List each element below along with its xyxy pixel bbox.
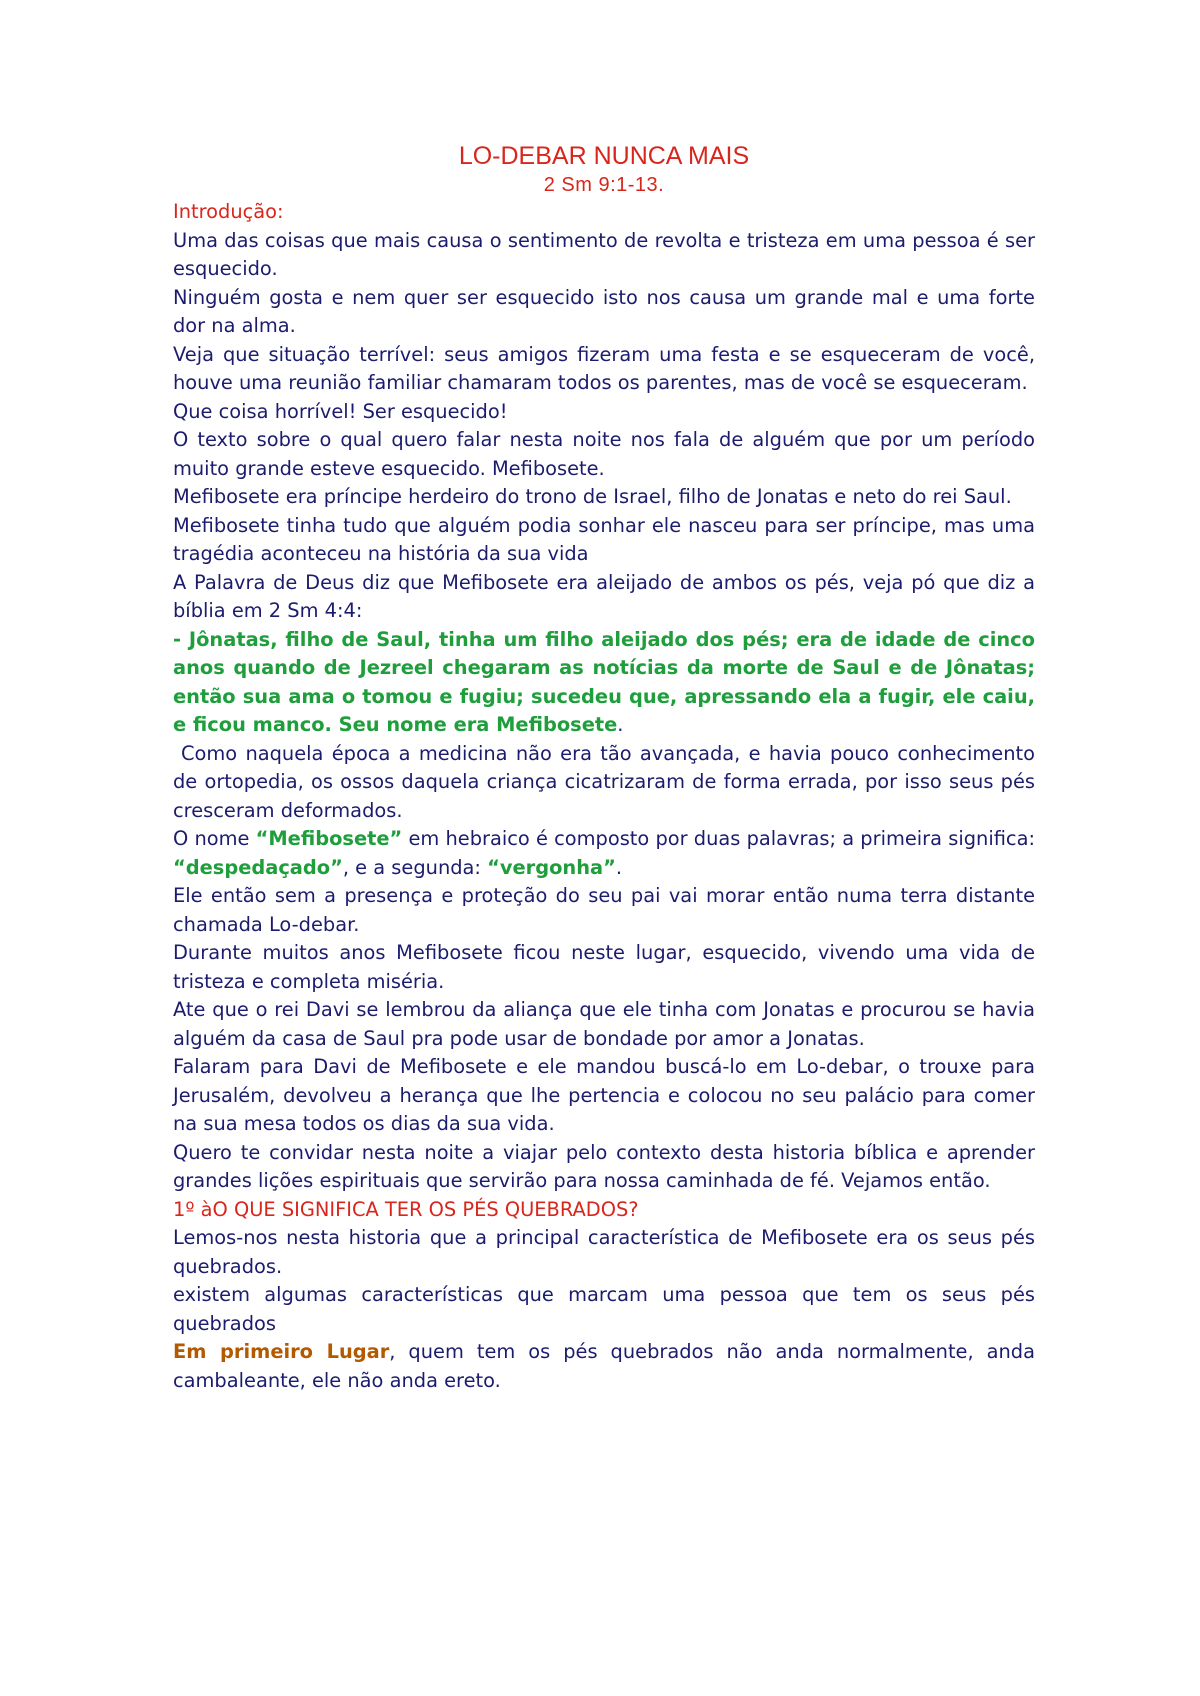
p10-text-c: , e a segunda:: [342, 855, 488, 879]
paragraph-7: Mefibosete tinha tudo que alguém podia sonhar ele nasceu para ser príncipe, mas uma tragédia aconteceu na história da sua vida: [173, 513, 1035, 565]
paragraph-18: [173, 1338, 1035, 1395]
document-page: [173, 140, 1035, 1395]
paragraph-15: Quero te convidar nesta noite a viajar pelo contexto desta historia bíblica e aprender grandes lições espirituais que servirão para nossa caminhada de fé. Vejamos então.: [173, 1140, 1035, 1192]
paragraph-8: A Palavra de Deus diz que Mefibosete era aleijado de ambos os pés, veja pó que diz a bíblia em 2 Sm 4:4:: [173, 570, 1035, 622]
paragraph-17: existem algumas características que marcam uma pessoa que tem os seus pés quebrados: [173, 1283, 1035, 1335]
first-place-lead: Em primeiro Lugar: [173, 1340, 390, 1363]
quote-end: .: [617, 713, 624, 736]
quote-text: - Jônatas, filho de Saul, tinha um filho aleijado dos pés; era de idade de cinco anos quando de Jezreel chegaram as notícias da morte de Saul e de Jônatas; então sua ama o tomou e fugiu; sucedeu que, apressando ela a fugir, ele caiu, e ficou manco. Seu nome era Mefibosete: [173, 627, 1035, 736]
p10-text-b: em hebraico é composto por duas palavras; a primeira significa:: [402, 827, 1035, 850]
paragraph-13: Ate que o rei Davi se lembrou da aliança que ele tinha com Jonatas e procurou se havia alguém da casa de Saul pra pode usar de bondade por amor a Jonatas.: [173, 998, 1035, 1050]
document-title: LO-DEBAR NUNCA MAIS: [458, 142, 750, 170]
p10-text-a: O nome: [173, 827, 256, 850]
word-vergonha: “vergonha”: [487, 855, 616, 879]
paragraph-12: Durante muitos anos Mefibosete ficou neste lugar, esquecido, vivendo uma vida de tristeza e completa miséria.: [173, 941, 1035, 993]
scripture-reference: 2 Sm 9:1-13.: [543, 174, 665, 196]
paragraph-2: Ninguém gosta e nem quer ser esquecido isto nos causa um grande mal e uma forte dor na alma.: [173, 285, 1035, 337]
paragraph-16: Lemos-nos nesta historia que a principal característica de Mefibosete era os seus pés quebrados.: [173, 1226, 1035, 1278]
paragraph-3: Veja que situação terrível: seus amigos fizeram uma festa e se esqueceram de você, houve uma reunião familiar chamaram todos os parentes, mas de você se esqueceram.: [173, 342, 1035, 394]
p10-text-d: .: [615, 855, 623, 879]
document-body: [173, 198, 1035, 1395]
paragraph-1: Uma das coisas que mais causa o sentimento de revolta e tristeza em uma pessoa é ser esquecido.: [173, 228, 1035, 280]
paragraph-9: Como naquela época a medicina não era tão avançada, e havia pouco conhecimento de ortopedia, os ossos daquela criança cicatrizaram de forma errada, por isso seus pés cresceram deformados.: [173, 741, 1035, 822]
intro-heading: Introdução:: [173, 200, 284, 223]
paragraph-5: O texto sobre o qual quero falar nesta noite nos fala de alguém que por um período muito grande esteve esquecido. Mefibosete.: [173, 428, 1035, 480]
paragraph-6: Mefibosete era príncipe herdeiro do trono de Israel, filho de Jonatas e neto do rei Saul.: [173, 485, 1012, 508]
scripture-quote: [173, 626, 1035, 740]
section-1-heading: 1º àO QUE SIGNIFICA TER OS PÉS QUEBRADOS?: [173, 1197, 639, 1221]
paragraph-4: Que coisa horrível! Ser esquecido!: [173, 399, 508, 423]
paragraph-11: Ele então sem a presença e proteção do seu pai vai morar então numa terra distante chamada Lo-debar.: [173, 884, 1035, 936]
word-mefibosete: “Mefibosete”: [255, 827, 403, 850]
first-place-text: , quem tem os pés quebrados não anda normalmente, anda cambaleante, ele não anda ereto.: [173, 1340, 1035, 1392]
paragraph-10: [173, 825, 1035, 882]
paragraph-14: Falaram para Davi de Mefibosete e ele mandou buscá-lo em Lo-debar, o trouxe para Jerusalém, devolveu a herança que lhe pertencia e colocou no seu palácio para comer na sua mesa todos os dias da sua vida.: [173, 1055, 1035, 1135]
word-despedacado: “despedaçado”: [173, 855, 343, 879]
